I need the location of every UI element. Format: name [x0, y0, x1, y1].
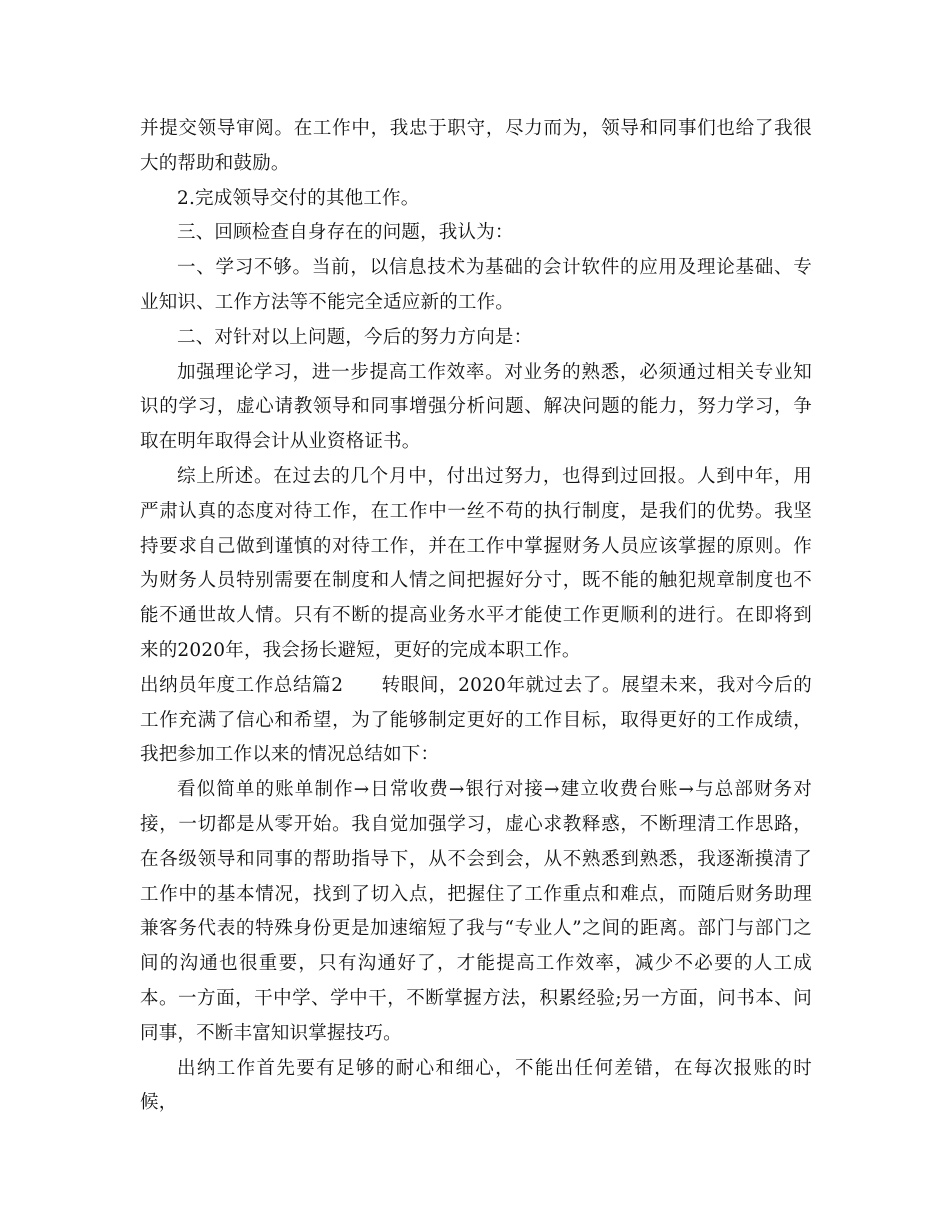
paragraph-theory-study: 加强理论学习，进一步提高工作效率。对业务的熟悉，必须通过相关专业知识的学习，虚心请教领导和同事增强分析问题、解决问题的能力，努力学习，争取在明年取得会计从业资格证书。	[140, 361, 812, 453]
paragraph-cashier-patience: 出纳工作首先要有足够的耐心和细心，不能出任何差错，在每次报账的时候，	[140, 1057, 812, 1114]
paragraph-other-tasks: 2.完成领导交付的其他工作。	[177, 187, 420, 209]
section-two-intro	[140, 669, 812, 773]
document-page	[140, 112, 812, 1121]
paragraph-insufficient-study: 一、学习不够。当前，以信息技术为基础的会计软件的应用及理论基础、专业知识、工作方法等不能完全适应新的工作。	[140, 257, 812, 313]
paragraph-year-review: 转眼间，2020年就过去了。展望未来，我对今后的工作充满了信心和希望，为了能够制定更好的工作目标，取得更好的工作成绩，我把参加工作以来的情况总结如下：	[140, 674, 812, 766]
paragraph-summary: 综上所述。在过去的几个月中，付出过努力，也得到过回报。人到中年，用严肃认真的态度对待工作，在工作中一丝不苟的执行制度，是我们的优势。我坚持要求自己做到谨慎的对待工作，并在工作中掌握财务人员应该掌握的原则。作为财务人员特别需要在制度和人情之间把握好分寸，既不能的触犯规章制度也不能不通世故人情。只有不断的提高业务水平才能使工作更顺利的进行。在即将到来的2020年，我会扬长避短，更好的完成本职工作。	[140, 465, 812, 661]
paragraph-workflow: 看似简单的账单制作→日常收费→银行对接→建立收费台账→与总部财务对接，一切都是从零开始。我自觉加强学习，虚心求教释惑，不断理清工作思路，在各级领导和同事的帮助指导下，从不会到会，从不熟悉到熟悉，我逐渐摸清了工作中的基本情况，找到了切入点，把握住了工作重点和难点，而随后财务助理兼客务代表的特殊身份更是加速缩短了我与“专业人”之间的距离。部门与部门之间的沟通也很重要，只有沟通好了，才能提高工作效率，减少不必要的人工成本。一方面，干中学、学中干，不断掌握方法，积累经验;另一方面，问书本、问同事，不断丰富知识掌握技巧。	[140, 779, 812, 1044]
section-title: 出纳员年度工作总结篇2	[140, 674, 344, 696]
paragraph-review-support: 并提交领导审阅。在工作中，我忠于职守，尽力而为，领导和同事们也给了我很大的帮助和鼓励。	[140, 118, 812, 174]
paragraph-improvement-heading: 二、对针对以上问题，今后的努力方向是：	[177, 326, 533, 348]
paragraph-self-review-heading: 三、回顾检查自身存在的问题，我认为：	[177, 222, 514, 244]
